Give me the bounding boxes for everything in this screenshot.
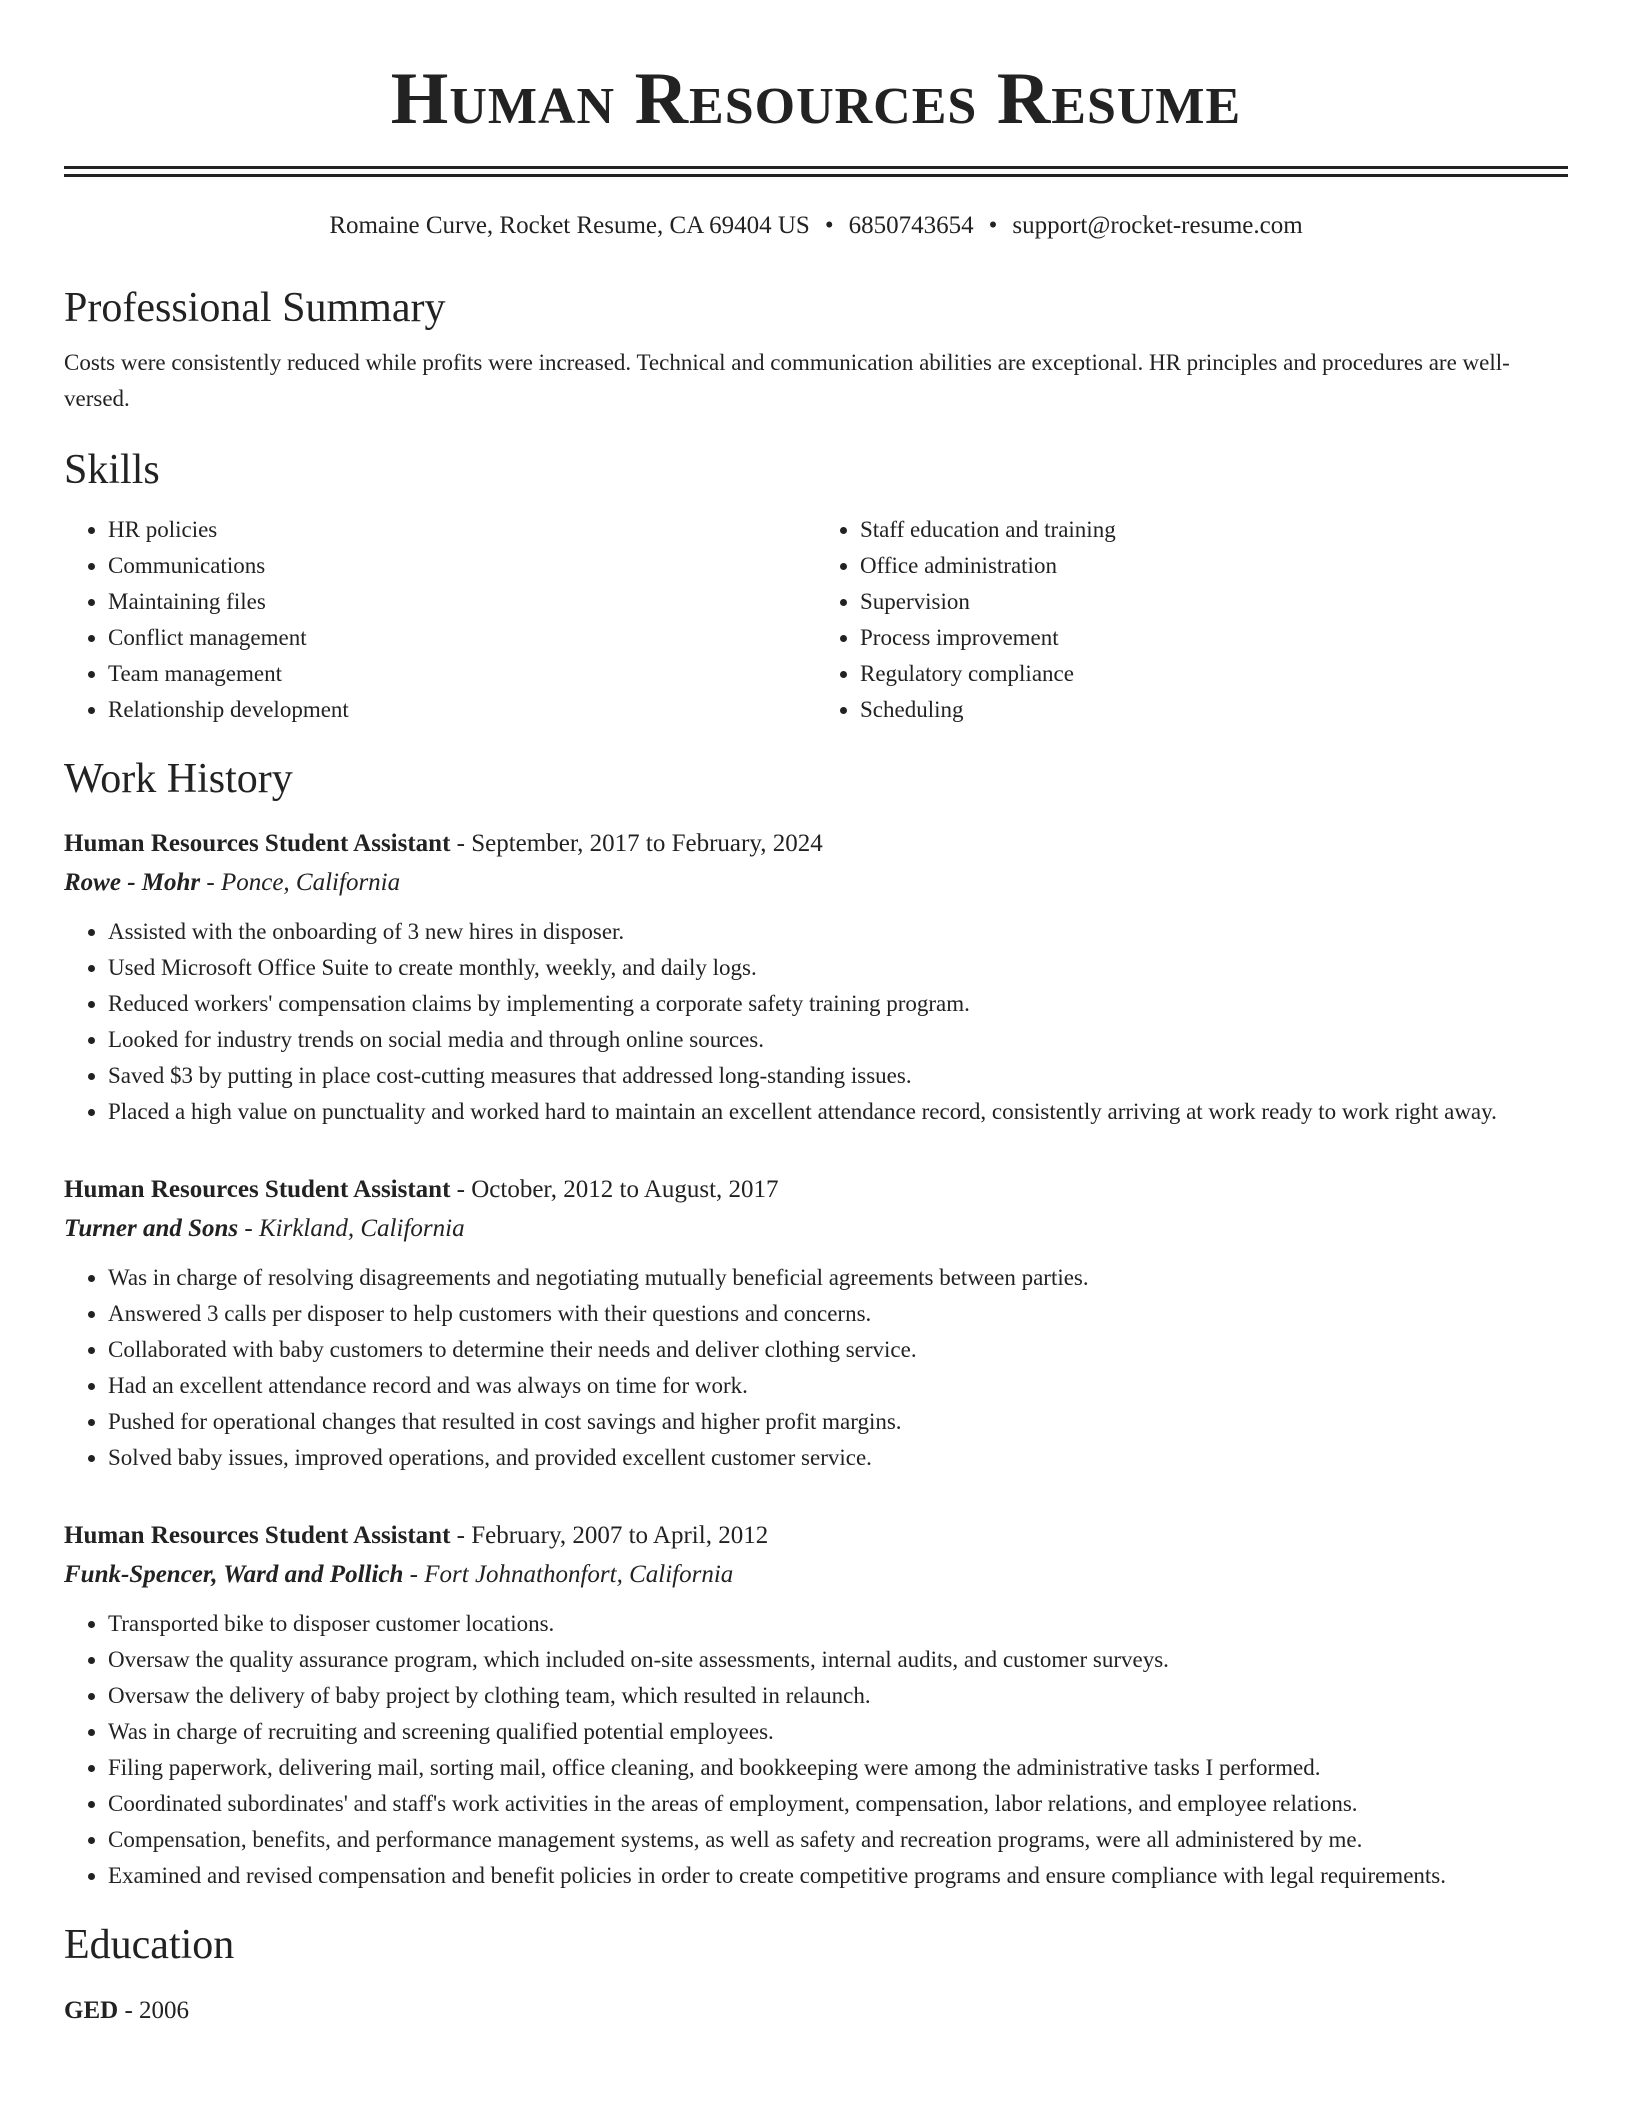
- contact-separator: •: [824, 212, 834, 239]
- skill-item: • Relationship development: [108, 692, 816, 728]
- skill-item: • Staff education and training: [860, 512, 1568, 548]
- dash: -: [238, 1215, 259, 1243]
- job-bullet: • Looked for industry trends on social media and through online sources.: [108, 1022, 1568, 1058]
- skill-item: • Process improvement: [860, 620, 1568, 656]
- summary-text: Costs were consistently reduced while profits were increased. Technical and communication abilities are exceptional. HR principles and procedures are well-versed.: [64, 350, 1510, 412]
- dash: -: [118, 1996, 140, 2024]
- contact-line: [64, 211, 1568, 241]
- job-bullet: • Answered 3 calls per disposer to help customers with their questions and concerns.: [108, 1296, 1568, 1332]
- education-entry: [64, 1991, 1568, 2031]
- company-line: [64, 1210, 1568, 1248]
- dash: -: [450, 1176, 472, 1204]
- job-dates: February, 2007 to April, 2012: [471, 1522, 769, 1550]
- skill-item: • Conflict management: [108, 620, 816, 656]
- job-bullet: • Compensation, benefits, and performance management systems, as well as safety and recreation programs, were all administered by me.: [108, 1822, 1568, 1858]
- page-title: Human Resources Resume: [390, 58, 1242, 140]
- job-entry: [64, 1516, 1568, 1894]
- title-divider: [64, 166, 1568, 177]
- job-bullets: [64, 1606, 1568, 1894]
- job-location: Kirkland, California: [258, 1215, 465, 1243]
- job-bullet: • Filing paperwork, delivering mail, sorting mail, office cleaning, and bookkeeping were among the administrative tasks I performed.: [108, 1750, 1568, 1786]
- job-bullet: • Was in charge of resolving disagreements and negotiating mutually beneficial agreements between parties.: [108, 1260, 1568, 1296]
- skill-item: • HR policies: [108, 512, 816, 548]
- contact-email: support@rocket-resume.com: [1012, 212, 1303, 239]
- contact-address: Romaine Curve, Rocket Resume, CA 69404 US: [329, 212, 810, 239]
- company-name: Funk-Spencer, Ward and Pollich: [64, 1561, 404, 1589]
- dash: -: [403, 1561, 425, 1589]
- contact-separator: •: [988, 212, 998, 239]
- job-title: Human Resources Student Assistant: [64, 1176, 451, 1204]
- skills-columns: [64, 512, 1568, 728]
- skill-item: • Supervision: [860, 584, 1568, 620]
- job-bullet: • Used Microsoft Office Suite to create monthly, weekly, and daily logs.: [108, 950, 1568, 986]
- education-year: 2006: [139, 1996, 190, 2024]
- job-location: Fort Johnathonfort, California: [424, 1561, 734, 1589]
- company-name: Rowe - Mohr: [64, 869, 201, 897]
- job-title-line: [64, 824, 1568, 864]
- work-history-heading: Work History: [64, 755, 293, 802]
- job-bullet: • Collaborated with baby customers to determine their needs and deliver clothing service.: [108, 1332, 1568, 1368]
- degree: GED: [64, 1996, 119, 2024]
- job-bullet: • Saved $3 by putting in place cost-cutting measures that addressed long-standing issues.: [108, 1058, 1568, 1094]
- job-title-line: [64, 1516, 1568, 1556]
- job-bullets: [64, 914, 1568, 1130]
- job-bullet: • Had an excellent attendance record and was always on time for work.: [108, 1368, 1568, 1404]
- skill-item: • Scheduling: [860, 692, 1568, 728]
- job-bullet: • Reduced workers' compensation claims by implementing a corporate safety training program.: [108, 986, 1568, 1022]
- job-bullet: • Oversaw the delivery of baby project by clothing team, which resulted in relaunch.: [108, 1678, 1568, 1714]
- company-line: [64, 1556, 1568, 1594]
- skills-heading: Skills: [64, 447, 160, 494]
- summary-heading: Professional Summary: [64, 285, 446, 331]
- job-location: Ponce, California: [220, 869, 401, 897]
- education-heading: Education: [64, 1922, 235, 1969]
- job-bullet: • Assisted with the onboarding of 3 new hires in disposer.: [108, 914, 1568, 950]
- job-bullet: • Pushed for operational changes that resulted in cost savings and higher profit margins.: [108, 1404, 1568, 1440]
- job-bullet: • Was in charge of recruiting and screening qualified potential employees.: [108, 1714, 1568, 1750]
- job-bullet: • Coordinated subordinates' and staff's work activities in the areas of employment, compensation, labor relations, and employee relations.: [108, 1786, 1568, 1822]
- job-bullet: • Solved baby issues, improved operations, and provided excellent customer service.: [108, 1440, 1568, 1476]
- company-line: [64, 864, 1568, 902]
- job-title: Human Resources Student Assistant: [64, 830, 451, 858]
- skill-item: • Maintaining files: [108, 584, 816, 620]
- job-title: Human Resources Student Assistant: [64, 1522, 451, 1550]
- skill-item: • Office administration: [860, 548, 1568, 584]
- job-title-line: [64, 1170, 1568, 1210]
- job-bullet: • Placed a high value on punctuality and worked hard to maintain an excellent attendance record, consistently arriving at work ready to work right away.: [108, 1094, 1568, 1130]
- skill-item: • Communications: [108, 548, 816, 584]
- dash: -: [450, 1522, 472, 1550]
- skill-item: • Regulatory compliance: [860, 656, 1568, 692]
- job-dates: September, 2017 to February, 2024: [471, 830, 823, 858]
- skills-list-right: [816, 512, 1568, 728]
- contact-phone: 6850743654: [848, 212, 974, 239]
- job-bullet: • Examined and revised compensation and benefit policies in order to create competitive programs and ensure compliance with legal requirements.: [108, 1858, 1568, 1894]
- company-name: Turner and Sons: [64, 1215, 239, 1243]
- job-bullets: [64, 1260, 1568, 1476]
- dash: -: [200, 869, 221, 897]
- job-entry: [64, 824, 1568, 1130]
- skills-list-left: [64, 512, 816, 728]
- job-bullet: • Transported bike to disposer customer locations.: [108, 1606, 1568, 1642]
- skill-item: • Team management: [108, 656, 816, 692]
- job-dates: October, 2012 to August, 2017: [471, 1176, 779, 1204]
- job-bullet: • Oversaw the quality assurance program, which included on-site assessments, internal audits, and customer surveys.: [108, 1642, 1568, 1678]
- dash: -: [450, 830, 472, 858]
- job-entry: [64, 1170, 1568, 1476]
